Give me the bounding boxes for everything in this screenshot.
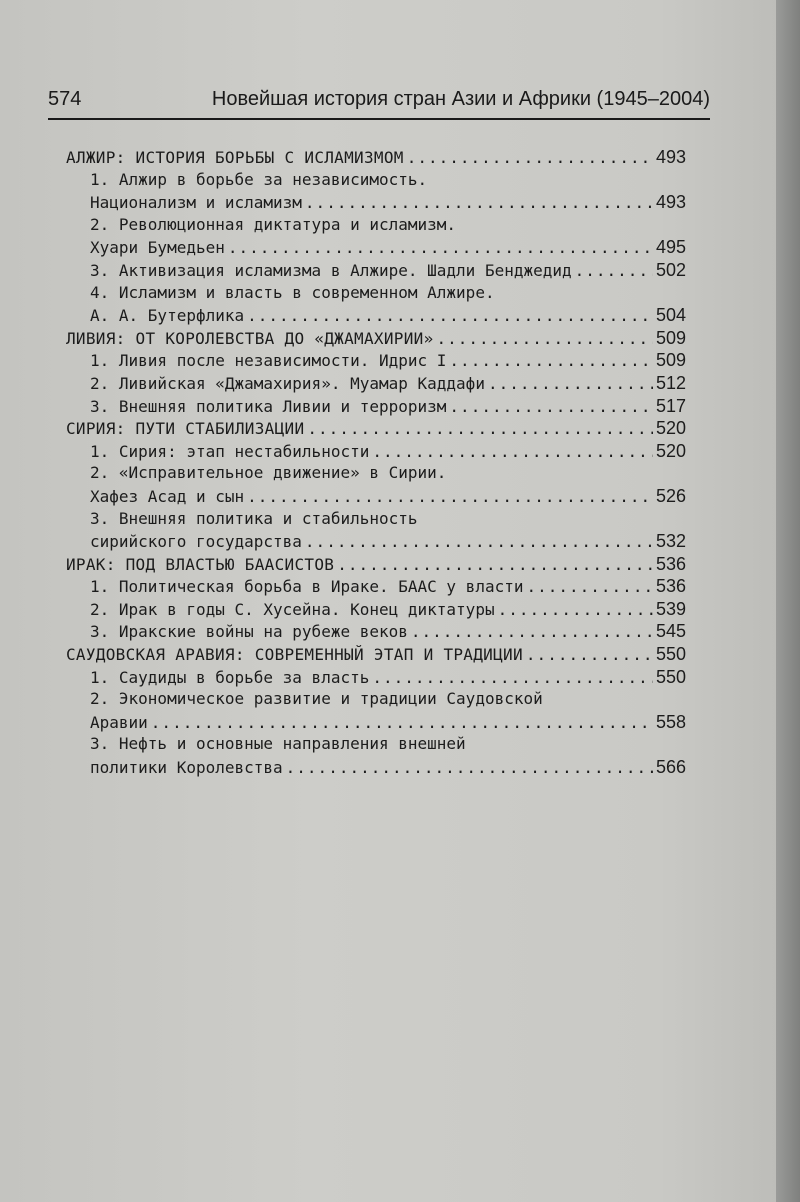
entry-title: Хафез Асад и сын [90, 486, 245, 506]
dot-leader [372, 667, 653, 690]
page-ref: 566 [655, 757, 686, 778]
dot-leader [437, 328, 653, 351]
section-title: СИРИЯ: ПУТИ СТАБИЛИЗАЦИИ [66, 419, 305, 439]
dot-leader [151, 712, 653, 735]
entry-title: 3. Нефть и основные направления внешней [90, 734, 466, 754]
page-ref: 520 [655, 440, 686, 461]
section-title: ИРАК: ПОД ВЛАСТЬЮ БААСИСТОВ [66, 554, 335, 574]
toc-entry-line [66, 733, 686, 756]
entry-title: сирийского государства [90, 532, 302, 552]
entry-title: 3. Внешняя политика Ливии и терроризм [90, 396, 447, 416]
toc-entry [66, 575, 686, 598]
toc-entry-line [66, 688, 686, 711]
dot-leader [498, 599, 653, 622]
dot-leader [247, 486, 653, 509]
dot-leader [526, 644, 653, 667]
page-ref: 517 [655, 395, 686, 416]
dot-leader [407, 147, 653, 170]
page-edge-shadow [776, 0, 800, 1202]
toc-section-algeria [66, 146, 686, 169]
entry-title: Аравии [90, 712, 148, 732]
entry-title: 1. Политическая борьба в Ираке. БААС у власти [90, 577, 524, 597]
toc-entry [66, 440, 686, 463]
dot-leader [307, 418, 653, 441]
toc-entry [66, 191, 686, 214]
toc-entry-line [66, 282, 686, 305]
page-ref: 550 [655, 666, 686, 687]
page-ref: 532 [655, 531, 686, 552]
page-ref: 509 [655, 327, 686, 348]
toc-entry [66, 259, 686, 282]
entry-title: 3. Иракские войны на рубеже веков [90, 622, 408, 642]
page-ref: 526 [655, 485, 686, 506]
header-rule [48, 118, 710, 120]
entry-title: Хуари Бумедьен [90, 238, 225, 258]
entry-title: 1. Саудиды в борьбе за власть [90, 667, 370, 687]
page-ref: 536 [655, 553, 686, 574]
toc-entry [66, 711, 686, 734]
dot-leader [305, 531, 653, 554]
entry-title: Национализм и исламизм [90, 193, 302, 213]
page-ref: 493 [655, 192, 686, 213]
page-ref: 502 [655, 259, 686, 280]
toc-entry [66, 236, 686, 259]
toc-entry [66, 395, 686, 418]
dot-leader [286, 757, 653, 780]
table-of-contents [66, 146, 686, 779]
dot-leader [228, 237, 653, 260]
dot-leader [488, 373, 653, 396]
entry-title: 3. Внешняя политика и стабильность [90, 508, 418, 528]
section-title: ЛИВИЯ: ОТ КОРОЛЕВСТВА ДО «ДЖАМАХИРИИ» [66, 328, 434, 348]
page-ref: 550 [655, 644, 686, 665]
toc-section-libya [66, 327, 686, 350]
toc-entry [66, 598, 686, 621]
page-ref: 504 [655, 305, 686, 326]
dot-leader [372, 441, 653, 464]
entry-title: 2. Ливийская «Джамахирия». Муамар Каддафи [90, 373, 485, 393]
toc-entry [66, 304, 686, 327]
section-title: САУДОВСКАЯ АРАВИЯ: СОВРЕМЕННЫЙ ЭТАП И ТРАДИЦИИ [66, 645, 523, 665]
entry-title: 3. Активизация исламизма в Алжире. Шадли Бенджедид [90, 260, 572, 280]
toc-section-iraq [66, 553, 686, 576]
toc-entry-line [66, 462, 686, 485]
toc-entry-line [66, 169, 686, 192]
toc-entry-line [66, 214, 686, 237]
page-ref: 493 [655, 147, 686, 167]
page-ref: 539 [655, 598, 686, 619]
toc-entry [66, 485, 686, 508]
page-ref: 509 [655, 350, 686, 371]
toc-entry [66, 349, 686, 372]
dot-leader [337, 554, 653, 577]
toc-entry [66, 620, 686, 643]
entry-title: 4. Исламизм и власть в современном Алжире. [90, 282, 495, 302]
toc-section-saudi-arabia [66, 643, 686, 666]
page-ref: 536 [655, 576, 686, 597]
toc-entry [66, 666, 686, 689]
entry-title: 2. «Исправительное движение» в Сирии. [90, 463, 447, 483]
entry-title: 1. Алжир в борьбе за независимость. [90, 169, 428, 189]
toc-section-syria [66, 417, 686, 440]
page-ref: 520 [655, 418, 686, 439]
entry-title: 2. Экономическое развитие и традиции Саудовской [90, 689, 543, 709]
dot-leader [305, 192, 653, 215]
section-title: АЛЖИР: ИСТОРИЯ БОРЬБЫ С ИСЛАМИЗМОМ [66, 148, 404, 167]
entry-title: политики Королевства [90, 758, 283, 778]
toc-entry-line [66, 508, 686, 531]
running-title: Новейшая история стран Азии и Африки (1945–2004) [211, 88, 710, 110]
page-ref: 558 [655, 711, 686, 732]
dot-leader [575, 260, 653, 283]
page-ref: 495 [655, 237, 686, 258]
entry-title: А. А. Бутерфлика [90, 306, 245, 326]
page-ref: 512 [655, 372, 686, 393]
dot-leader [449, 350, 653, 373]
page-header [48, 84, 710, 114]
dot-leader [247, 305, 653, 328]
entry-title: 2. Ирак в годы С. Хусейна. Конец диктатуры [90, 599, 495, 619]
dot-leader [449, 396, 653, 419]
entry-title: 2. Революционная диктатура и исламизм. [90, 214, 457, 234]
entry-title: 1. Ливия после независимости. Идрис I [90, 351, 447, 371]
entry-title: 1. Сирия: этап нестабильности [90, 441, 370, 461]
dot-leader [526, 576, 652, 599]
toc-entry [66, 530, 686, 553]
page-number: 574 [48, 88, 82, 110]
toc-entry [66, 372, 686, 395]
page-ref: 545 [655, 621, 686, 642]
toc-entry [66, 756, 686, 779]
dot-leader [411, 621, 653, 644]
